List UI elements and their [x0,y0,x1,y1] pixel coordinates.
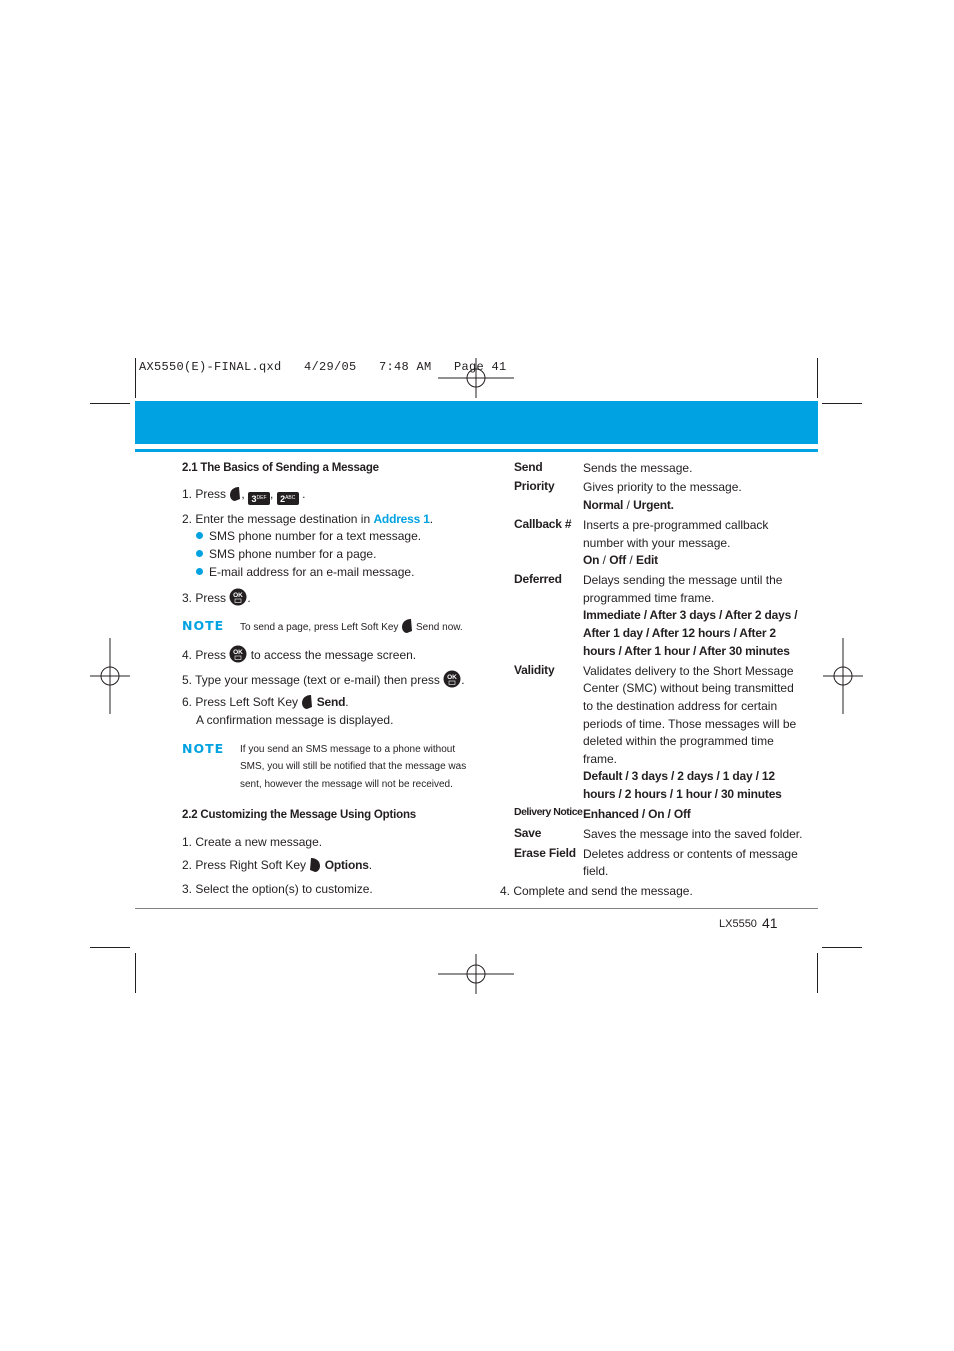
term-send: Send [514,460,543,474]
bullet-icon [196,550,203,557]
separator: , [241,487,245,501]
note-text-line: SMS, you will still be notified that the message was [240,761,467,772]
options-step-4: 4. Complete and send the message. [500,884,693,898]
footer-rule [135,908,818,909]
note-text-part: Send now. [416,622,463,633]
note-text-line: If you send an SMS message to a phone without [240,744,456,755]
ok-key-icon [443,670,461,688]
crop-mark [817,358,818,398]
bullet-text: E-mail address for an e-mail message. [209,565,415,579]
ok-key-icon [229,588,247,606]
def-validity: Center (SMC) without being transmitted [583,681,794,695]
def-erase-field: Deletes address or contents of message [583,847,798,861]
section-heading-basics: 2.1 The Basics of Sending a Message [182,462,379,474]
period: . [368,858,373,872]
option: On [583,553,600,567]
def-save: Saves the message into the saved folder. [583,827,803,841]
step-text: 3. Press [182,591,227,605]
def-deferred: programmed time frame. [583,591,715,605]
option: Urgent. [633,498,674,512]
separator: / [623,498,634,512]
note-label: NOTE [182,741,225,756]
def-erase-field: field. [583,864,609,878]
note-label: NOTE [182,618,225,633]
def-validity: deleted within the programmed time [583,734,774,748]
validity-options: hours / 2 hours / 1 hour / 30 minutes [583,787,782,801]
def-priority: Gives priority to the message. [583,480,742,494]
separator: , [270,487,274,501]
ok-key-icon [229,645,247,663]
term-validity: Validity [514,663,555,677]
registration-mark-bottom [436,954,516,994]
note-text-part: To send a page, press Left Soft Key [240,622,399,633]
note-text-line: sent, however the message will not be received. [240,779,453,790]
step-text: 2. Enter the message destination in [182,512,371,526]
bullet-text: SMS phone number for a text message. [209,529,422,543]
key-2-icon: $2^{ABC}$ [277,492,299,505]
term-priority: Priority [514,479,555,493]
period: . [247,591,251,605]
callback-options: On / Off / Edit [583,553,658,567]
left-soft-key-icon [229,486,241,502]
note-text [240,618,463,637]
bullet-icon [196,532,203,539]
deferred-options: Immediate / After 3 days / After 2 days / [583,608,798,622]
crop-mark [822,403,862,404]
step-3 [182,588,251,608]
period: . [429,512,434,526]
step-6-result: A confirmation message is displayed. [196,713,394,727]
def-callback: Inserts a pre-programmed callback [583,518,769,532]
right-soft-key-icon [309,857,321,873]
bullet-icon [196,568,203,575]
period: . [302,487,306,501]
bullet-item [196,564,414,582]
option: Edit [636,553,658,567]
def-validity: Validates delivery to the Short Message [583,664,794,678]
def-validity: frame. [583,752,618,766]
step-text: 1. Press [182,487,227,501]
options-step-2 [182,857,372,875]
ok-label: OK [447,674,458,681]
bullet-item [196,528,421,546]
def-validity: to the destination address for certain [583,699,778,713]
def-deferred: Delays sending the message until the [583,573,783,587]
bullet-text: SMS phone number for a page. [209,547,377,561]
deferred-options: After 1 day / After 12 hours / After 2 [583,626,776,640]
term-erase-field: Erase Field [514,846,576,860]
address-link: Address 1 [373,512,430,526]
options-step-1: 1. Create a new message. [182,835,323,849]
print-slug: AX5550(E)-FINAL.qxd 4/29/05 7:48 AM Page 41 [139,360,507,374]
deferred-options: hours / After 1 hour / After 30 minutes [583,644,790,658]
crop-mark [90,403,130,404]
crop-mark [817,953,818,993]
step-4 [182,645,416,665]
options-label: Options [324,858,369,872]
crop-mark [90,947,130,948]
left-soft-key-icon [301,694,313,710]
step-text: 4. Press [182,648,227,662]
option: Off [609,553,627,567]
registration-mark-right [823,636,863,716]
send-label: Send [316,695,346,709]
term-callback: Callback # [514,517,572,531]
page-number: 41 [762,915,778,931]
key-3-icon: $3^{DEF}$ [248,492,270,505]
header-banner [135,401,818,444]
priority-options [583,497,674,515]
options-step-3: 3. Select the option(s) to customize. [182,882,373,896]
option: Normal [583,498,624,512]
step-5 [182,670,465,690]
term-deferred: Deferred [514,572,562,586]
step-text: 5. Type your message (text or e-mail) then press [182,673,440,687]
header-rule [135,449,818,452]
delivery-options: Enhanced / On / Off [583,807,691,821]
term-save: Save [514,826,542,840]
period: . [461,673,465,687]
crop-mark [135,358,136,398]
validity-options: Default / 3 days / 2 days / 1 day / 12 [583,769,775,783]
term-delivery-notice: Delivery Notice [514,806,583,818]
step-1 [182,486,305,505]
def-send: Sends the message. [583,461,693,475]
footer-model: LX5550 [719,918,757,930]
step-text: 2. Press Right Soft Key [182,858,307,872]
step-2 [182,511,433,529]
step-text: to access the message screen. [250,648,417,662]
left-soft-key-icon [401,618,413,634]
ok-label: OK [233,592,244,599]
ok-label: OK [233,649,244,656]
period: . [345,695,349,709]
section-heading-options: 2.2 Customizing the Message Using Options [182,809,416,821]
def-validity: periods of time. Those messages will be [583,717,797,731]
step-6 [182,694,349,712]
bullet-item [196,546,376,564]
crop-mark [822,947,862,948]
step-text: 6. Press Left Soft Key [182,695,299,709]
registration-mark-left [90,636,130,716]
def-callback: number with your message. [583,536,731,550]
crop-mark [135,953,136,993]
